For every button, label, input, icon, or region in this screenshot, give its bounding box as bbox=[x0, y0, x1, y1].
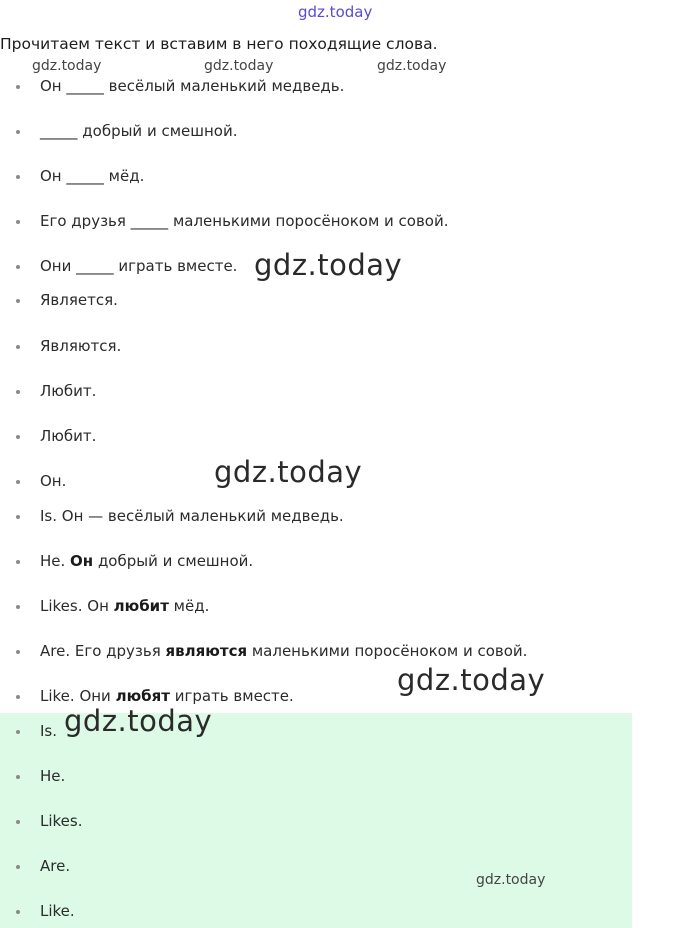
bullet-icon bbox=[16, 175, 20, 179]
bullet-icon bbox=[16, 820, 20, 824]
sentence-text: Его друзья _____ маленькими поросёноком и совой. bbox=[40, 212, 449, 230]
bullet-icon bbox=[16, 85, 20, 89]
sentence-text: He. bbox=[40, 767, 66, 785]
bullet-icon bbox=[16, 265, 20, 269]
sentence-prefix: He. bbox=[40, 552, 71, 570]
bullet-icon bbox=[16, 435, 20, 439]
bullet-icon bbox=[16, 730, 20, 734]
sentence-suffix: добрый и смешной. bbox=[93, 552, 254, 570]
list-item-text bbox=[40, 595, 209, 617]
answer-word: являются bbox=[165, 642, 248, 660]
bullet-icon bbox=[16, 605, 20, 609]
sentence-text: _____ добрый и смешной. bbox=[40, 122, 238, 140]
bullet-icon bbox=[16, 695, 20, 699]
list-item-text bbox=[40, 550, 253, 572]
list-item-text bbox=[40, 425, 96, 447]
sentence-text: Is. bbox=[40, 722, 58, 740]
sentence-prefix: Likes. Он bbox=[40, 597, 114, 615]
sentence-prefix: Like. Они bbox=[40, 687, 116, 705]
list-item-text bbox=[40, 470, 66, 492]
list-item-text bbox=[40, 640, 527, 662]
sentence-text: Является. bbox=[40, 291, 118, 309]
bullet-icon bbox=[16, 345, 20, 349]
list-item-text bbox=[40, 900, 75, 922]
list-item-text bbox=[40, 120, 237, 142]
sentence-text: Они _____ играть вместе. bbox=[40, 257, 238, 275]
sentence-prefix: Are. Его друзья bbox=[40, 642, 166, 660]
watermark-large: gdz.today bbox=[254, 248, 403, 282]
bullet-icon bbox=[16, 130, 20, 134]
sentence-text: Он. bbox=[40, 472, 67, 490]
list-item-text bbox=[40, 505, 344, 527]
sentence-suffix: маленькими поросёноком и совой. bbox=[247, 642, 528, 660]
sentence-text: Он _____ мёд. bbox=[40, 167, 145, 185]
intro-text: Прочитаем текст и вставим в него походящие слова. bbox=[0, 35, 438, 53]
sentence-text: Are. bbox=[40, 857, 71, 875]
sentence-suffix: мёд. bbox=[168, 597, 210, 615]
bullet-icon bbox=[16, 480, 20, 484]
list-item-text bbox=[40, 75, 344, 97]
list-item-text bbox=[40, 210, 449, 232]
list-item-text bbox=[40, 335, 121, 357]
bullet-icon bbox=[16, 515, 20, 519]
bullet-icon bbox=[16, 910, 20, 914]
sentence-text: Являются. bbox=[40, 337, 122, 355]
list-item-text bbox=[40, 255, 237, 277]
watermark-large: gdz.today bbox=[214, 455, 363, 489]
bullet-icon bbox=[16, 865, 20, 869]
list-item-text bbox=[40, 380, 96, 402]
list-item-text bbox=[40, 765, 65, 787]
list-item-text bbox=[40, 720, 57, 742]
watermark-large: gdz.today bbox=[64, 704, 213, 738]
answer-word: любит bbox=[113, 597, 169, 615]
bullet-icon bbox=[16, 220, 20, 224]
sentence-text: Likes. bbox=[40, 812, 83, 830]
list-item-text bbox=[40, 289, 118, 311]
watermark-top: gdz.today bbox=[298, 3, 373, 21]
bullet-icon bbox=[16, 560, 20, 564]
watermark-small: gdz.today bbox=[377, 58, 447, 74]
bullet-icon bbox=[16, 650, 20, 654]
watermark-small: gdz.today bbox=[204, 58, 274, 74]
answer-word: любят bbox=[115, 687, 170, 705]
watermark-large: gdz.today bbox=[397, 663, 546, 697]
sentence-text: Любит. bbox=[40, 382, 97, 400]
answer-word: Он bbox=[70, 552, 94, 570]
list-item-text bbox=[40, 810, 83, 832]
answer-highlight-panel bbox=[0, 713, 632, 928]
watermark-small: gdz.today bbox=[32, 58, 102, 74]
sentence-text: Любит. bbox=[40, 427, 97, 445]
sentence-text: Is. Он — весёлый маленький медведь. bbox=[40, 507, 344, 525]
watermark-bottom-right: gdz.today bbox=[476, 872, 546, 888]
bullet-icon bbox=[16, 299, 20, 303]
sentence-text: Like. bbox=[40, 902, 75, 920]
sentence-suffix: играть вместе. bbox=[169, 687, 294, 705]
sentence-text: Он _____ весёлый маленький медведь. bbox=[40, 77, 345, 95]
bullet-icon bbox=[16, 390, 20, 394]
list-item-text bbox=[40, 855, 70, 877]
list-item-text bbox=[40, 165, 144, 187]
bullet-icon bbox=[16, 775, 20, 779]
